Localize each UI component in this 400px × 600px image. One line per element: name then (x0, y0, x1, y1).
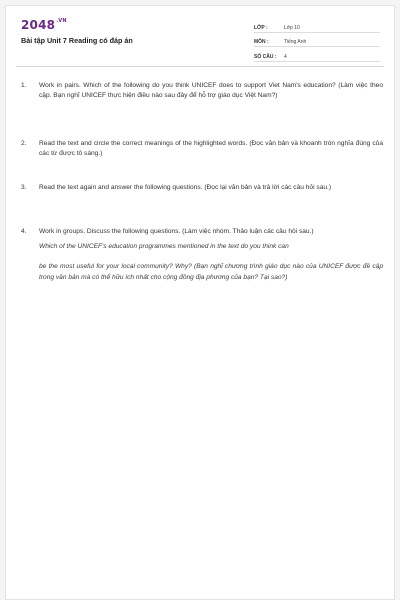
question-item (21, 81, 383, 101)
question-prompt: Which of the UNICEF's education programmes mentioned in the text do you think can (39, 243, 289, 251)
question-item (21, 183, 383, 193)
meta-value: Lớp 10 (284, 24, 300, 31)
meta-value: Tiếng Anh (284, 39, 307, 45)
question-text: Read the text again and answer the following questions. (Đọc lại văn bản và trả lời các câu hỏi sau.) (39, 184, 332, 191)
question-item (21, 139, 383, 159)
meta-row-subject (254, 34, 380, 48)
meta-panel (254, 19, 380, 63)
question-number: 1. (21, 82, 27, 89)
question-number: 2. (21, 140, 27, 147)
site-logo[interactable] (21, 18, 67, 32)
worksheet-page (5, 5, 395, 600)
meta-label: MÔN : (254, 39, 269, 45)
question-number: 3. (21, 184, 27, 191)
meta-row-count (254, 48, 380, 62)
logo-domain: .VN (56, 18, 67, 24)
header-divider (16, 66, 384, 67)
question-number: 4. (21, 228, 27, 235)
question-text: Read the text and circle the correct meanings of the highlighted words. (Đọc văn bản và khoanh tròn nghĩa đúng của các từ được tô sáng.) (39, 140, 383, 158)
meta-value: 4 (284, 53, 287, 60)
question-text: Work in pairs. Which of the following do you think UNICEF does to support Viet Nam's education? (Làm việc theo cặp. Bạn nghĩ UNICEF thực hiện điều nào sau đây để hỗ trợ giáo dục Việt Nam?) (39, 82, 383, 100)
question-prompt: be the most useful for your local community? Why? (Bạn nghĩ chương trình giáo dục nào của UNICEF được đề cập trong văn bản mà có thể hữu ích nhất cho cộng đồng địa phương của bạn? Tại sao?) (39, 263, 383, 281)
meta-label: LỚP : (254, 24, 268, 31)
question-text: Work in groups. Discuss the following questions. (Làm việc nhóm. Thảo luận các câu hỏi sau.) (39, 228, 314, 235)
document-title: Bài tập Unit 7 Reading có đáp án (21, 36, 133, 45)
meta-label: SỐ CÂU : (254, 53, 277, 60)
logo-text: 2048 (21, 18, 56, 32)
meta-row-class (254, 19, 380, 33)
question-item (21, 227, 383, 283)
